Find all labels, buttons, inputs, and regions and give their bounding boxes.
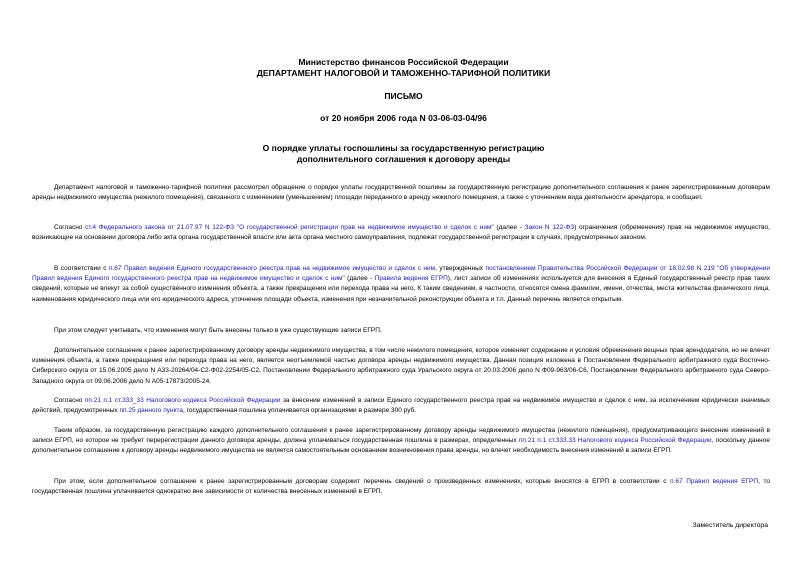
paragraph-8: При этом, если дополнительное соглашение к ранее зарегистрированным договорам содержит перечень сведений о произведенных изменениях, которые вносятся в ЕГРП в соответствии с п.67 Правил ведения ЕГРП, то государственная пошлина уплачивается однократно вне зависимости от количества внесенных изменений в ЕГРП. <box>32 478 770 496</box>
link-egrp-rules[interactable]: Правила ведения ЕГРП <box>374 275 448 283</box>
link-pp25[interactable]: пп.25 данного пункта <box>119 407 184 415</box>
doc-date-number: от 20 ноября 2006 года N 03-06-03-04/96 <box>320 113 487 123</box>
paragraph-2: Согласно ст.4 Федерального закона от 21.07.97 N 122-ФЗ "О государственной регистрации прав на недвижимое имущество и сделок с ним" (далее - Закон N 122-ФЗ) ограничения (обременения) прав на недвижимое имущество, возникающие на основании договора либо акта органа государственной власти или акта органа местного самоуправления, подлежат государственной регистрации в случаях, предусмотренных законом. <box>32 224 770 242</box>
paragraph-4: При этом следует учитывать, что изменения могут быть внесены только в уже существующие записи ЕГРП. <box>54 327 382 334</box>
paragraph-3: В соответствии с п.67 Правил ведения Единого государственного реестра прав на недвижимое имущество и сделок с ним, утвержденных постановлением Правительства Российской Федерации от 18.02.98 N 219 "Об утверждении Правил ведения Единого государственного реестра прав на недвижимое имущество и сделок с ним" (далее - Правила ведения ЕГРП), лист записи об изменениях используется для внесения в Единый государственный реестр прав таких сведений, которые не влекут за собой существенного изменения объекта, а также прекращения или перехода права на него. К таким сведениям, в частности, относятся смена фамилии, имени, отчества, места жительства физического лица, наименования юридического лица или его юридического адреса, уточнение площади объекта, изменения при незначительной реконструкции объекта и т.п. Данный перечень является открытым. <box>32 265 771 303</box>
link-tax-code-pp21[interactable]: пп.21 п.1 ст.333.33 Налогового кодекса Российской Федерации <box>518 437 712 445</box>
signature: Заместитель директора <box>692 522 768 529</box>
paragraph-5: Дополнительное соглашение к ранее зарегистрированному договору аренды недвижимого имущества, в том числе нежилого помещения, которое изменяет содержание и условия обременения вещных прав арендодателя, но не влечет изменения объекта, а также прекращения или перехода права на него, является неотъемлемой частью договора аренды недвижимого имущества. Данная позиция изложена в Постановлении Федерального арбитражного суда Восточно-Сибирского округа от 15.06.2005 дело N А33-20264/04-С2-Ф02-2254/05-С2, Постановлении Федерального арбитражного суда Уральского округа от 20.03.2006 дело N Ф09-963/06-С6, Постановлении Федерального арбитражного суда Северо-Западного округа от 09.06.2006 дело N А05-17873/2005-24. <box>32 347 770 385</box>
link-tax-code-333-33[interactable]: пп.21 п.1 ст.333_33 Налогового кодекса Российской Федерации <box>84 397 281 404</box>
link-law-122-short[interactable]: Закон N 122-ФЗ <box>524 224 575 231</box>
doc-type: ПИСЬМО <box>384 91 423 101</box>
subject-line-2: дополнительного соглашения к договору аренды <box>296 154 511 164</box>
link-rules-p67[interactable]: п.67 Правил ведения Единого государственного реестра прав на недвижимое имущество и сделок с ним <box>108 265 436 272</box>
link-law-122[interactable]: ст.4 Федерального закона от 21.07.97 N 122-ФЗ "О государственной регистрации прав на недвижимое имущество и сделок с ним" <box>85 224 494 231</box>
ministry-title: Министерство финансов Российской Федерации <box>298 57 509 67</box>
link-egrp-p67[interactable]: п.67 Правил ведения ЕГРП <box>670 478 759 485</box>
paragraph-6: Согласно пп.21 п.1 ст.333_33 Налогового кодекса Российской Федерации за внесение изменений в записи Единого государственного реестра прав на недвижимое имущество и сделок с ним, за исключением юридически значимых действий, предусмотренных пп.25 данного пункта, государственная пошлина уплачивается организациями в размере 300 руб. <box>32 397 771 415</box>
department-title: ДЕПАРТАМЕНТ НАЛОГОВОЙ И ТАМОЖЕННО-ТАРИФНОЙ ПОЛИТИКИ <box>256 68 551 78</box>
paragraph-7: Таким образом, за государственную регистрацию каждого дополнительного соглашения к ранее зарегистрированному договору аренды недвижимого имущества (нежилого помещения), предусматривающего внесение изменений в записи ЕГРП, но которое не требует перерегистрации данного договора аренды, должна уплачиваться государственная пошлина в размерах, определенных пп.21 п.1 ст.333.33 Налогового кодекса Российской Федерации, поскольку данное дополнительное соглашение к договору аренды недвижимого имущества не является самостоятельным основанием возникновения права аренды, но влечет необходимость внесения изменений в записи ЕГРП. <box>32 427 770 455</box>
link-government-decree[interactable]: постановлением Правительства Российской Федерации от 18.02.98 N 219 "Об утверждении Правил ведения Единого государственного реестра прав на недвижимое имущество и сделок с ним" <box>32 265 771 283</box>
paragraph-1: Департамент налоговой и таможенно-тарифной политики рассмотрел обращение о порядке уплаты государственной пошлины за государственную регистрацию дополнительного соглашения к ранее зарегистрированным договорам аренды недвижимого имущества (нежилого помещения), связанного с изменением (уменьшением) площади переданного в аренду нежилого помещения, а также с уточнением вида деятельности арендатора, и сообщает. <box>32 184 770 202</box>
subject-line-1: О порядке уплаты госпошлины за государственную регистрацию <box>262 143 545 153</box>
